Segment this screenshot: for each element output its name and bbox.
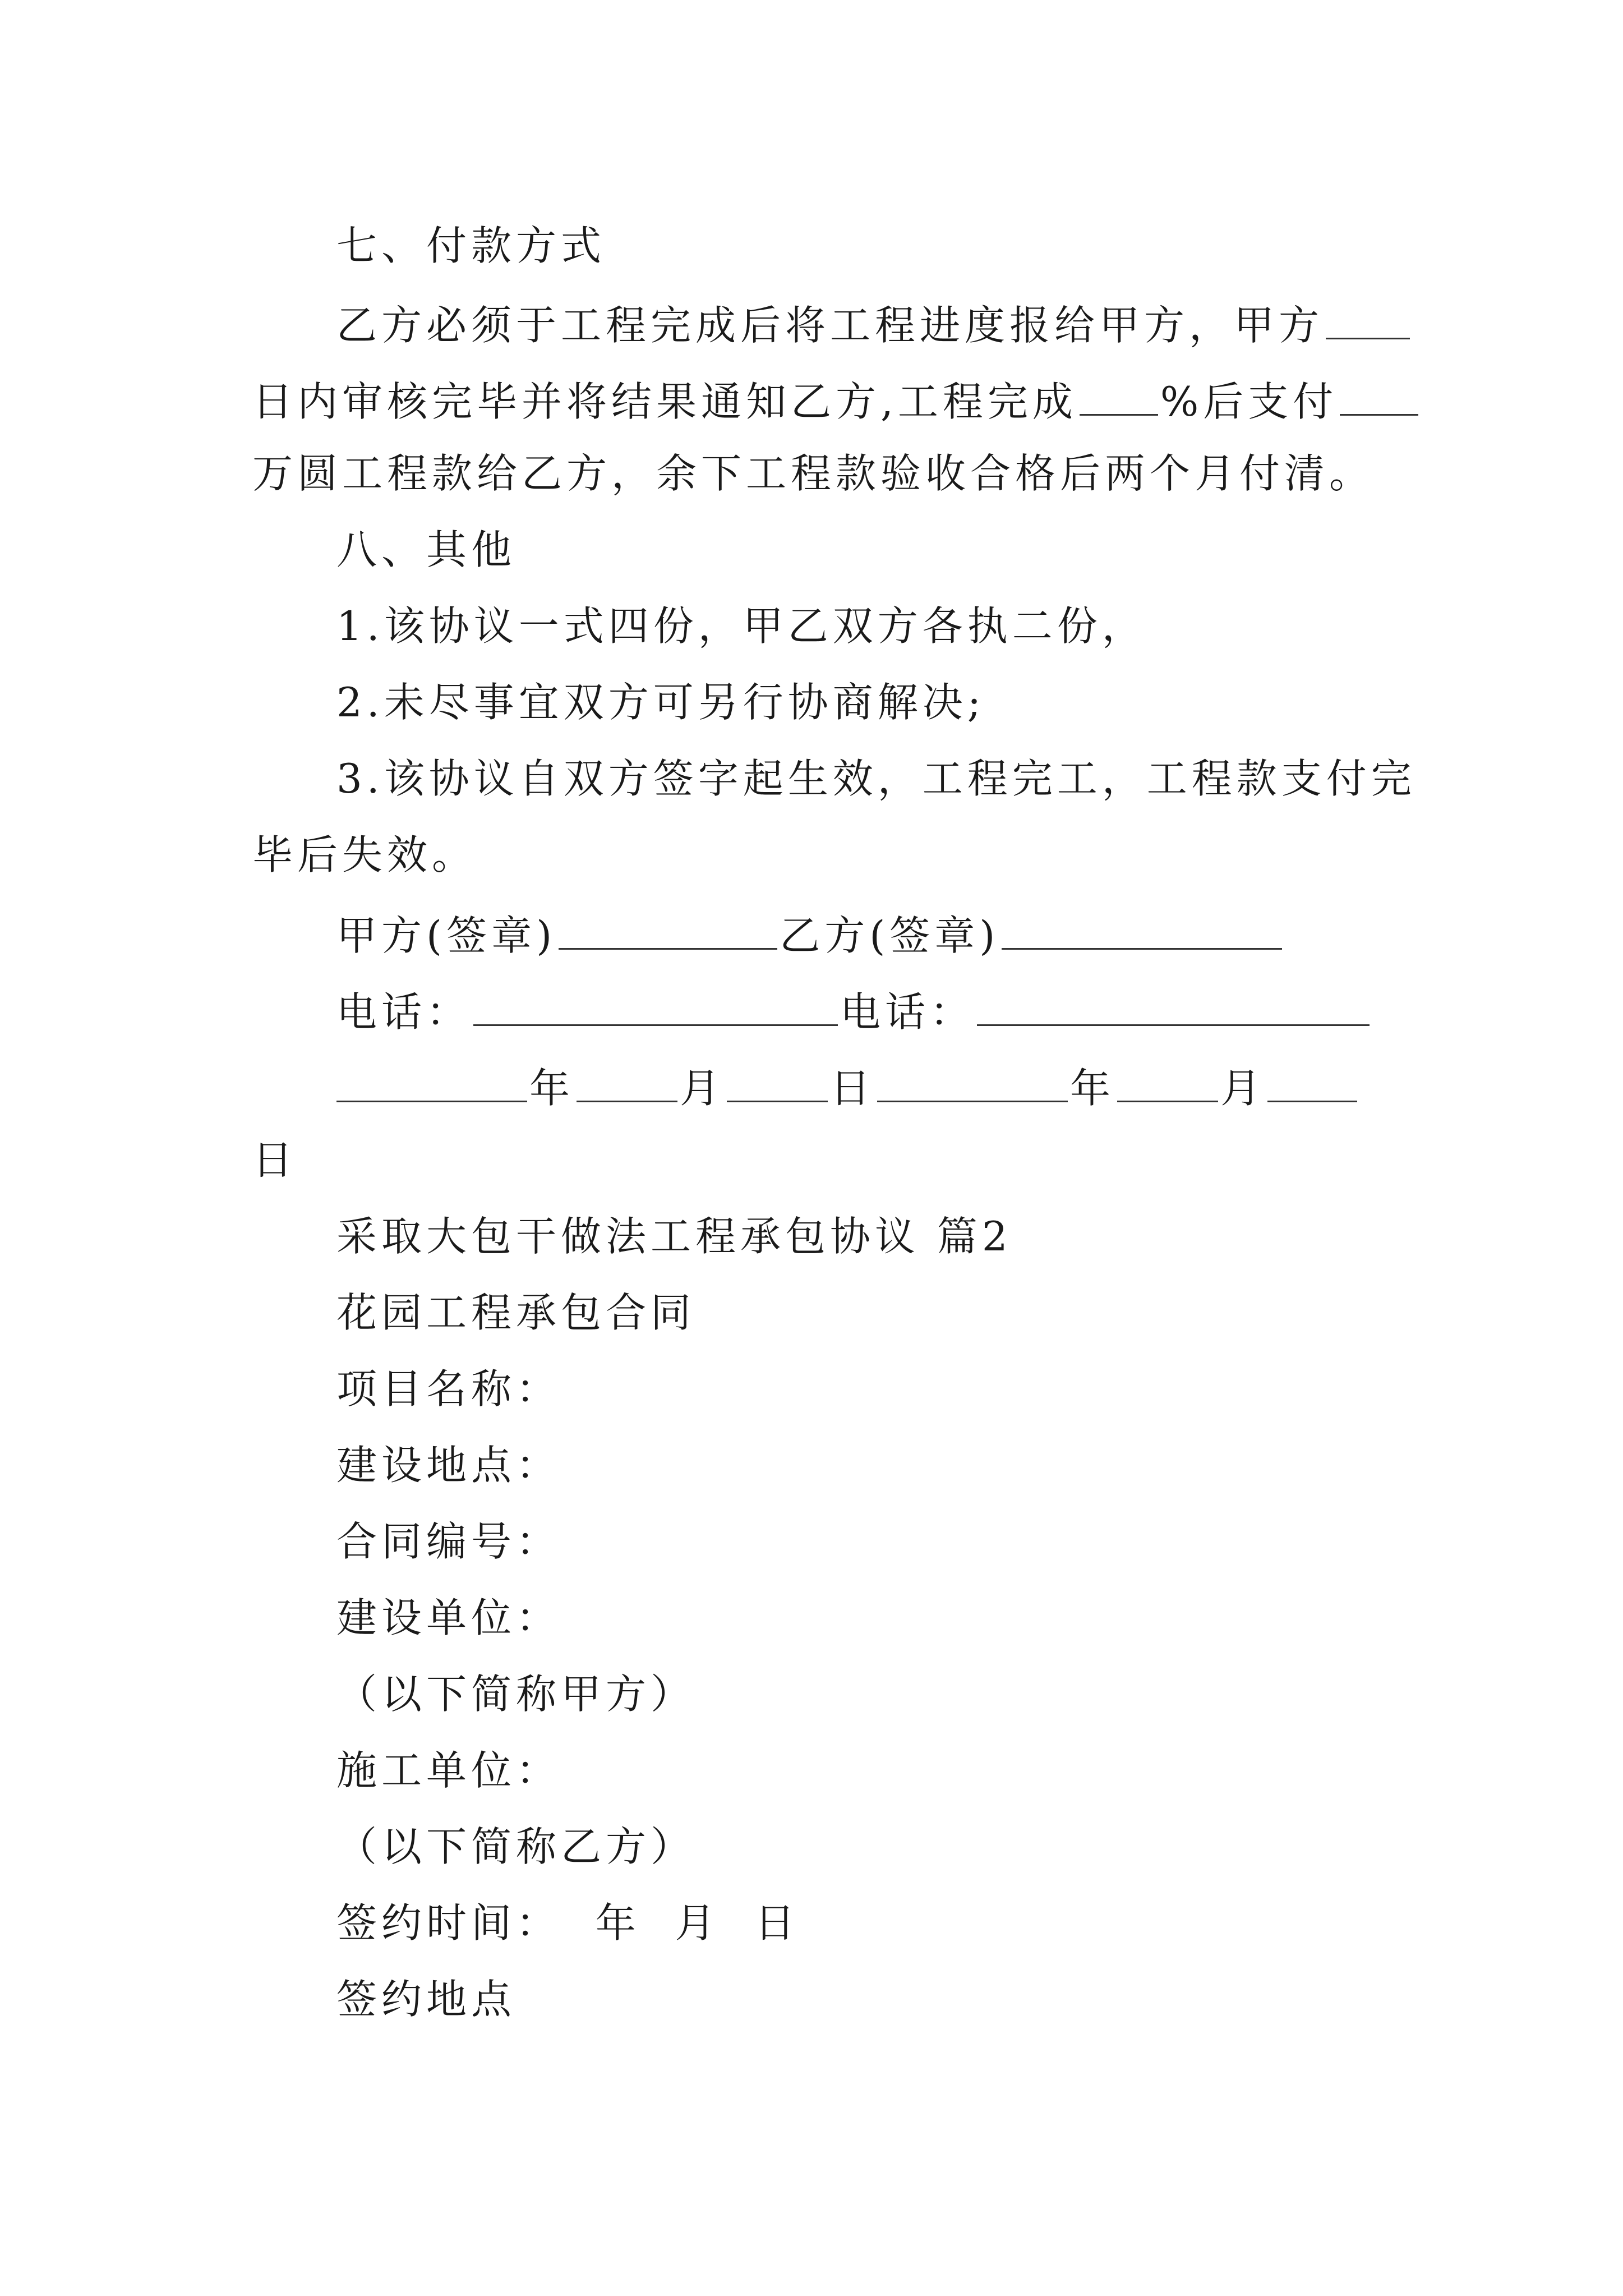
party-b-year-field [877,1064,1068,1102]
section-7-paragraph-line-1 [336,301,1391,349]
party-a-signature-label: 甲方(签章) [336,912,557,959]
contractor-alias-note: （以下简称乙方） [336,1823,696,1870]
contract-number-label: 合同编号： [336,1518,561,1565]
party-a-day-field [727,1064,828,1102]
project-name-label: 项目名称： [336,1365,561,1412]
section-7-text: 乙方必须于工程完成后将工程进度报给甲方，甲方 [336,302,1324,349]
contract-2-title: 采取大包干做法工程承包协议 篇2 [336,1213,1012,1260]
party-a-year-field [336,1064,527,1102]
builder-alias-note: （以下简称甲方） [336,1671,696,1718]
year-label: 年 [1070,1065,1115,1112]
party-a-month-field [577,1064,677,1102]
phone-row [336,987,1391,1036]
blank-days-field [1326,301,1410,339]
day-label: 日 [830,1065,875,1112]
party-a-phone-label: 电话： [336,988,472,1036]
section-7-text: %后支付 [1160,378,1338,425]
signing-time-label: 签约时间： 年 月 日 [336,1899,800,1947]
party-b-phone-label: 电话： [840,988,975,1036]
party-b-month-field [1117,1064,1218,1102]
section-7-text: 日内审核完毕并将结果通知乙方,工程完成 [252,378,1077,425]
blank-amount-field [1340,377,1418,416]
month-label: 月 [1220,1065,1266,1112]
blank-percent-field [1080,377,1158,416]
signing-place-label: 签约地点 [336,1976,517,2023]
section-7-paragraph-line-3: 万圆工程款给乙方，余下工程款验收合格后两个月付清。 [252,450,1375,497]
party-a-phone-field [473,987,838,1026]
section-8-item-3-line-1: 3.该协议自双方签字起生效，工程完工，工程款支付完 [336,755,1416,802]
party-b-day-field [1267,1064,1357,1102]
party-b-phone-field [977,987,1370,1026]
year-label: 年 [529,1065,575,1112]
section-7-paragraph-line-2 [252,377,1391,425]
contractor-unit-label: 施工单位： [336,1747,561,1794]
date-row [336,1064,1391,1112]
party-b-signature-label: 乙方(签章) [780,912,1000,959]
section-8-heading: 八、其他 [336,526,517,573]
section-8-item-1: 1.该协议一式四份，甲乙双方各执二份， [336,602,1147,650]
party-b-signature-field [1002,911,1282,950]
construction-location-label: 建设地点： [336,1442,561,1489]
builder-unit-label: 建设单位： [336,1594,561,1641]
party-b-day-label: 日 [252,1137,298,1184]
section-7-heading: 七、付款方式 [336,222,606,269]
section-8-item-3-line-2: 毕后失效。 [252,831,477,878]
section-8-item-2: 2.未尽事宜双方可另行协商解决; [336,679,985,726]
contract-2-name: 花园工程承包合同 [336,1289,696,1336]
party-a-signature-field [559,911,777,950]
signature-row [336,911,1391,959]
month-label: 月 [680,1065,725,1112]
